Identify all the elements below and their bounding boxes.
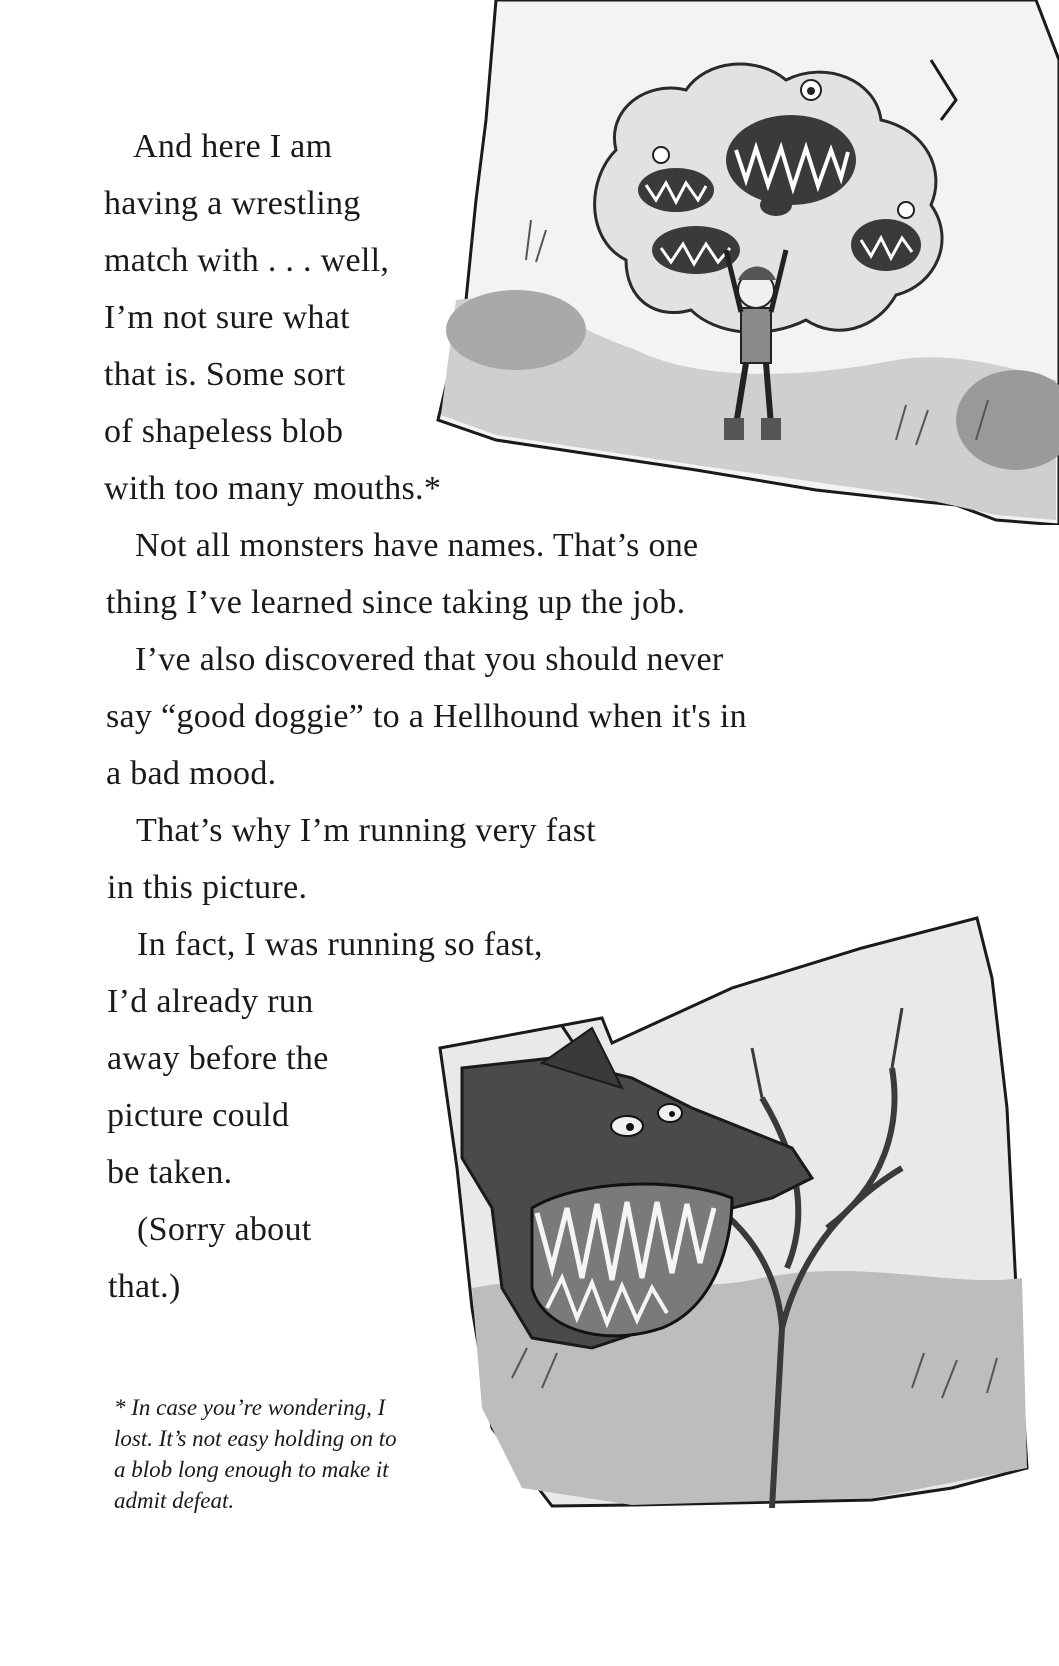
body-line: I’m not sure what [104, 299, 350, 336]
body-line: away before the [107, 1040, 329, 1077]
body-line: that is. Some sort [104, 356, 346, 393]
footnote-line: lost. It’s not easy holding on to [114, 1426, 397, 1451]
body-line: I’ve also discovered that you should never [135, 641, 724, 678]
body-line: be taken. [107, 1154, 233, 1191]
body-line: I’d already run [107, 983, 314, 1020]
body-line: say “good doggie” to a Hellhound when it's in [106, 698, 747, 735]
body-line: That’s why I’m running very fast [136, 812, 596, 849]
body-line: with too many mouths.* [104, 470, 442, 507]
blob-monster-illustration [436, 0, 1059, 525]
hellhound-illustration [432, 908, 1059, 1508]
body-line: And here I am [133, 128, 333, 165]
body-line: picture could [107, 1097, 290, 1134]
body-line: of shapeless blob [104, 413, 344, 450]
footnote-line: a blob long enough to make it [114, 1457, 389, 1482]
body-line: in this picture. [107, 869, 308, 906]
body-line: thing I’ve learned since taking up the job. [106, 584, 686, 621]
body-line: a bad mood. [106, 755, 277, 792]
body-line: (Sorry about [137, 1211, 312, 1248]
body-line: Not all monsters have names. That’s one [135, 527, 699, 564]
footnote-line: admit defeat. [114, 1488, 235, 1513]
body-line: having a wrestling [104, 185, 361, 222]
footnote-line: * In case you’re wondering, I [114, 1395, 386, 1420]
body-line: that.) [108, 1268, 181, 1305]
footnote [114, 1392, 474, 1516]
body-line: match with . . . well, [104, 242, 390, 279]
body-line: In fact, I was running so fast, [137, 926, 543, 963]
